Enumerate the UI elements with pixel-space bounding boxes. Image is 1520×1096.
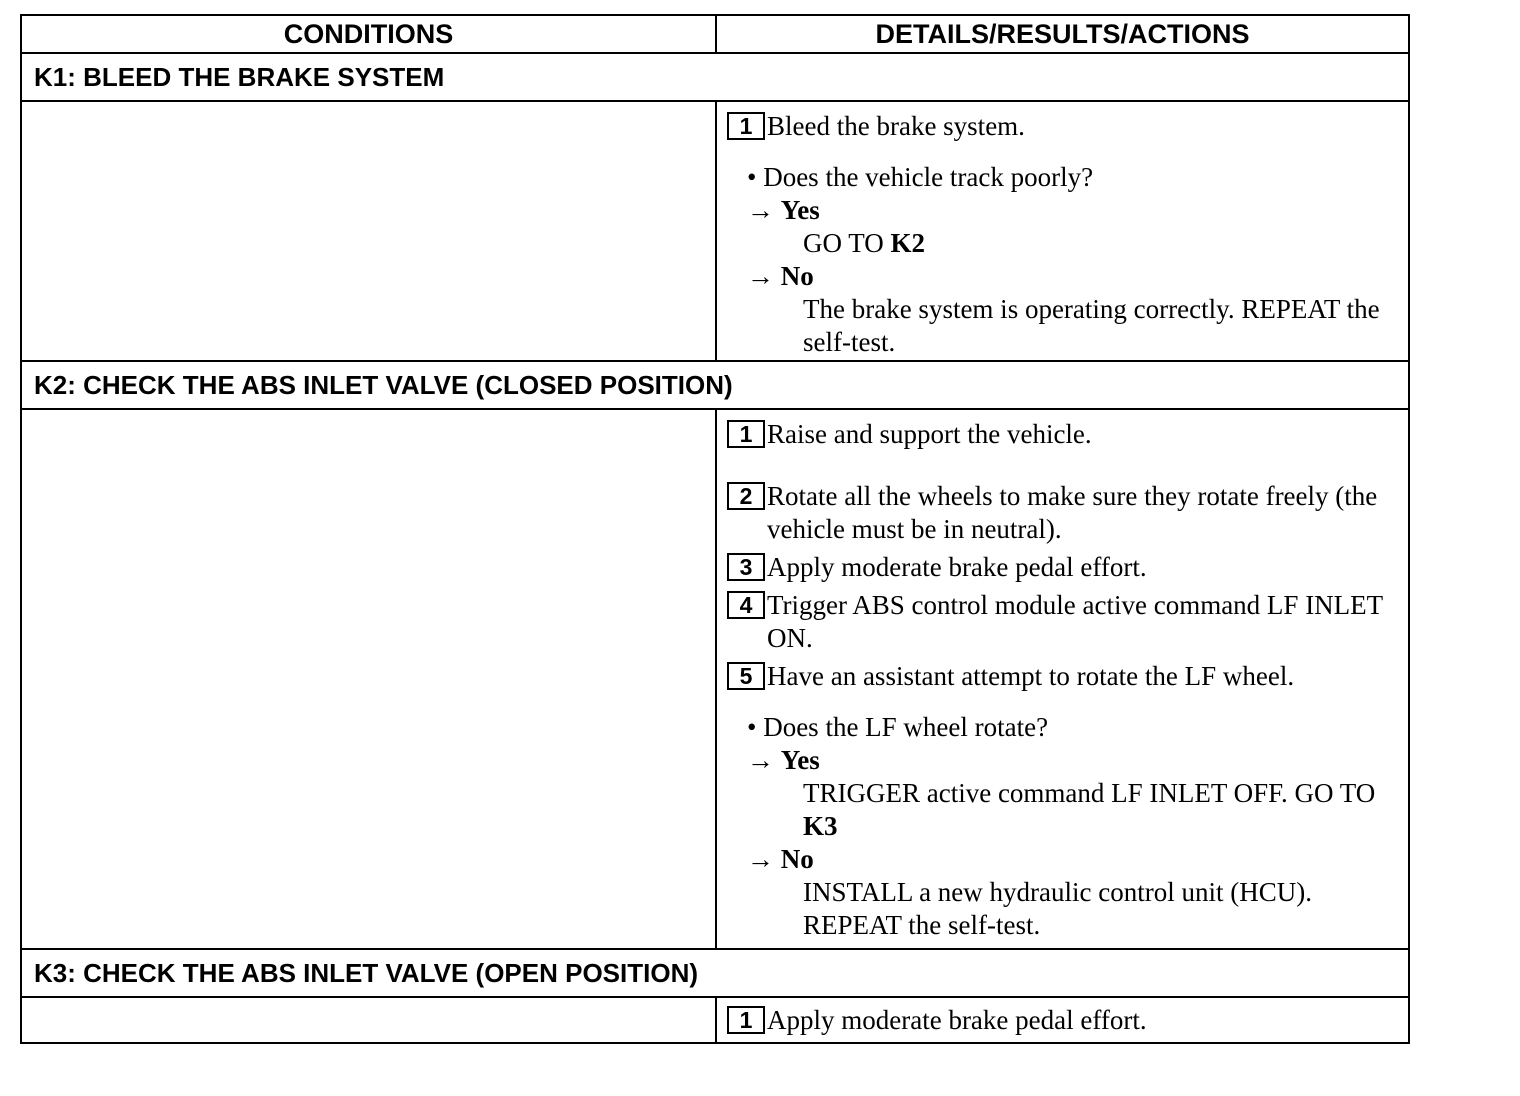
arrow-icon: → (747, 261, 774, 291)
answer-no-action: The brake system is operating correctly. REPEAT the self-test. (803, 294, 1380, 357)
section-title-k1: K1: BLEED THE BRAKE SYSTEM (22, 54, 1408, 102)
step-text: Bleed the brake system. (767, 111, 1025, 141)
conditions-cell-k2 (22, 410, 717, 948)
details-cell-k1 (717, 102, 1408, 360)
step-text: Raise and support the vehicle. (767, 419, 1092, 449)
conditions-header: CONDITIONS (22, 16, 717, 52)
step-number: 5 (727, 662, 765, 690)
details-cell-k3 (717, 998, 1408, 1042)
arrow-icon: → (747, 745, 774, 775)
table-header-row (22, 16, 1408, 54)
goto-link[interactable]: K3 (803, 811, 838, 841)
diagnostic-table (20, 14, 1410, 1044)
action-text: GO TO (803, 228, 891, 258)
arrow-icon: → (747, 195, 774, 225)
step-text: Apply moderate brake pedal effort. (767, 552, 1147, 582)
conditions-cell-k3 (22, 998, 717, 1042)
answer-no-action: INSTALL a new hydraulic control unit (HCU). REPEAT the self-test. (803, 877, 1312, 940)
answer-yes (727, 194, 1398, 227)
step-item (727, 660, 1398, 693)
question: • Does the LF wheel rotate? (747, 712, 1049, 742)
step-item (727, 1004, 1398, 1037)
answer-label: Yes (780, 195, 820, 225)
answer-no (727, 260, 1398, 293)
step-text: Have an assistant attempt to rotate the LF wheel. (767, 661, 1295, 691)
step-number: 2 (727, 482, 765, 510)
step-text: Trigger ABS control module active command LF INLET ON. (767, 590, 1383, 653)
answer-yes-action (727, 777, 1398, 843)
details-header: DETAILS/RESULTS/ACTIONS (875, 18, 1250, 49)
step-number: 4 (727, 591, 765, 619)
section-title-k3: K3: CHECK THE ABS INLET VALVE (OPEN POSITION) (22, 950, 1408, 998)
step-item (727, 418, 1398, 451)
step-number: 1 (727, 420, 765, 448)
step-number: 1 (727, 112, 765, 140)
conditions-cell-k1 (22, 102, 717, 360)
step-item (727, 551, 1398, 584)
step-item (727, 589, 1398, 655)
answer-label: No (780, 844, 814, 874)
section-body-k1 (22, 102, 1408, 362)
section-title-k2: K2: CHECK THE ABS INLET VALVE (CLOSED POSITION) (22, 362, 1408, 410)
arrow-icon: → (747, 844, 774, 874)
section-body-k2 (22, 410, 1408, 950)
answer-label: No (780, 261, 814, 291)
step-item (727, 480, 1398, 546)
details-cell-k2 (717, 410, 1408, 948)
step-text: Rotate all the wheels to make sure they rotate freely (the vehicle must be in neutral). (767, 481, 1378, 544)
section-body-k3 (22, 998, 1408, 1042)
step-number: 3 (727, 553, 765, 581)
answer-yes-action (727, 227, 1398, 260)
step-item (727, 110, 1398, 143)
step-text: Apply moderate brake pedal effort. (767, 1005, 1147, 1035)
answer-yes (727, 744, 1398, 777)
goto-link[interactable]: K2 (890, 228, 926, 258)
action-text: TRIGGER active command LF INLET OFF. GO TO (803, 778, 1376, 808)
step-number: 1 (727, 1006, 765, 1034)
answer-label: Yes (780, 745, 820, 775)
question: • Does the vehicle track poorly? (747, 162, 1094, 192)
answer-no (727, 843, 1398, 876)
